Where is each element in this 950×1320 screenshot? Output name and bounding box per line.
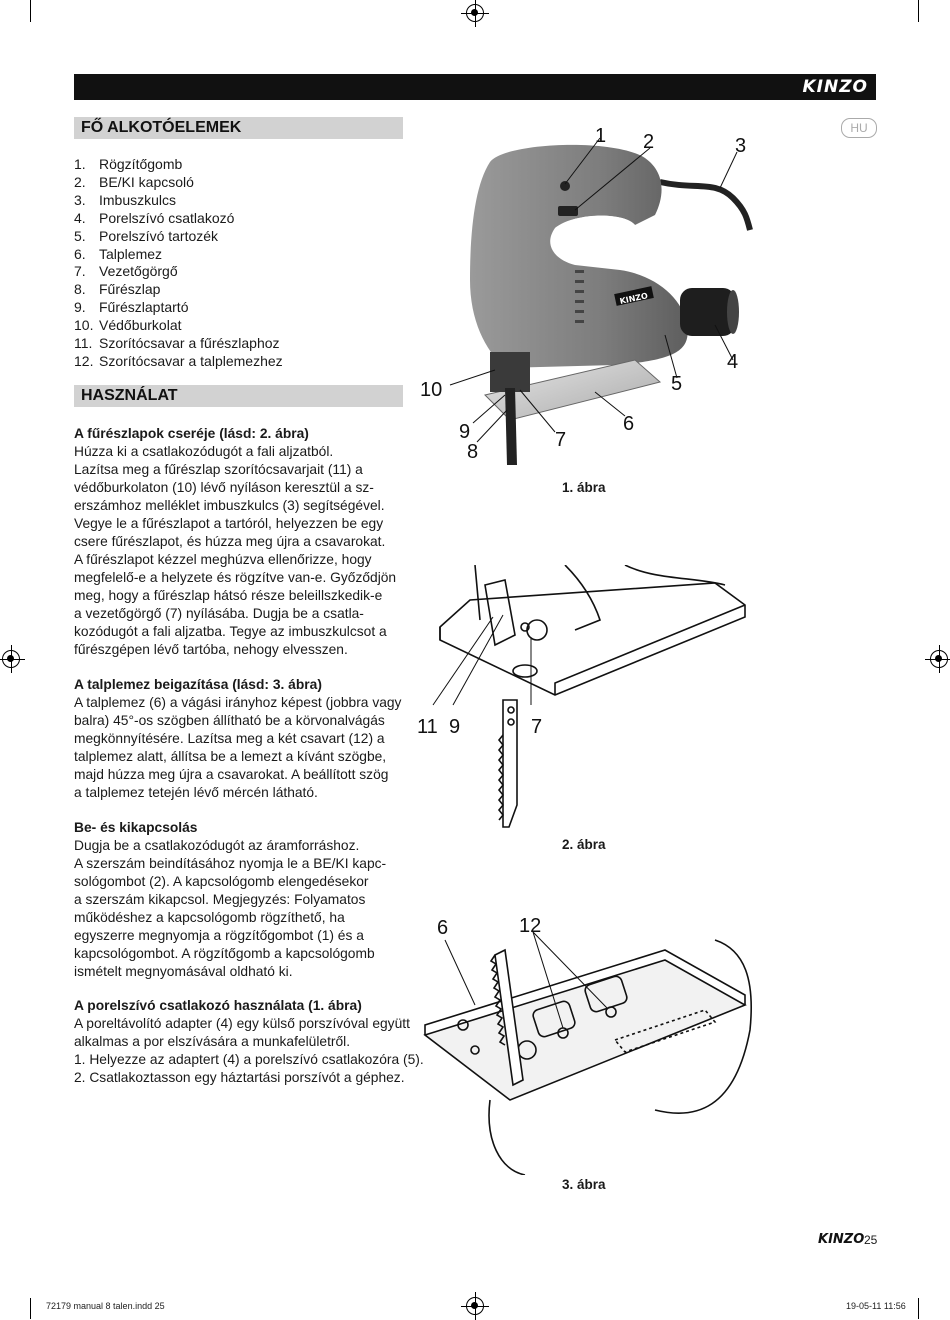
callout-label: 6 [437, 917, 449, 939]
list-item: 1. Rögzítőgomb [74, 156, 183, 172]
blade-holder-outline [485, 580, 515, 645]
paragraph-line: fűrészgépen lévő tartóba, nehogy elvesszen. [74, 642, 348, 657]
paragraph-line: megkönnyítésére. Lazítsa meg a két csavart (12) a [74, 731, 385, 746]
paragraph-line: Dugja be a csatlakozódugót az áramforráshoz. [74, 838, 360, 853]
list-item: 2. BE/KI kapcsoló [74, 173, 194, 190]
paragraph-line: a talplemez tetején lévő mércén látható. [74, 785, 318, 800]
list-item: 6. Talplemez [74, 245, 163, 262]
callout-label: 7 [555, 429, 567, 451]
paragraph-line: ismételt megnyomásával oldható ki. [74, 964, 293, 979]
paragraph-line: erszámhoz melléklet imbuszkulcs (3) segítségével. [74, 498, 385, 513]
callout-label: 11 [417, 716, 438, 738]
dust-port-adapter [680, 288, 735, 336]
list-item: 5. Porelszívó tartozék [74, 227, 219, 244]
paragraph-line: alkalmas a por elszívására a munkafelületről. [74, 1034, 351, 1049]
callout-label: 9 [459, 421, 471, 443]
brand-logo: KINZO [802, 77, 868, 97]
paragraph-line: Vegye le a fűrészlapot a tartóról, helyezzen be egy [74, 516, 384, 531]
paragraph-line: védőburkolaton (10) lévő nyíláson keresztül a sz- [74, 480, 374, 495]
registration-mark [930, 650, 948, 668]
paragraph-line: majd húzza meg újra a csavarokat. A beállított szög [74, 767, 389, 782]
base-plate-edge [440, 605, 745, 695]
paragraph-line: A szerszám beindításához nyomja le a BE/KI kapc- [74, 856, 387, 871]
language-badge: HU [841, 118, 877, 138]
blade-hole [508, 719, 514, 725]
figure-2-callouts [417, 716, 542, 738]
switching-section [74, 819, 409, 981]
paragraph-line: kapcsológombot. A rögzítőgomb a kapcsológomb [74, 946, 375, 961]
callout-label: 1 [595, 125, 607, 147]
subsection-heading: Be- és kikapcsolás [74, 820, 198, 835]
power-cord [660, 182, 750, 230]
callout-label: 7 [531, 716, 543, 738]
callout-label: 12 [519, 915, 542, 937]
base-hole [513, 665, 537, 677]
guide-roller [527, 620, 547, 640]
callout-label: 9 [449, 716, 461, 738]
callout-label: 10 [420, 379, 443, 401]
paragraph-line: balra) 45°-os szögben állítható be a körvonalvágás [74, 713, 385, 728]
print-slug-file: 72179 manual 8 talen.indd 25 [46, 1301, 165, 1311]
list-item: 8. Fűrészlap [74, 281, 161, 298]
list-item: 10. Védőburkolat [74, 317, 182, 334]
saw-blade [505, 388, 517, 465]
lock-button [560, 181, 570, 191]
callout-label: 2 [643, 131, 655, 153]
list-item: 9. Fűrészlaptartó [74, 299, 189, 316]
figure-3-base-plate [415, 910, 755, 1175]
blade-change-section [74, 425, 409, 659]
paragraph-line: a vezetőgörgő (7) nyílásába. Dugja be a csatla- [74, 606, 364, 621]
subsection-heading: A porelszívó csatlakozó használata (1. ábra) [74, 998, 362, 1013]
paragraph-line: A poreltávolító adapter (4) egy külső porszívóval együtt [74, 1016, 410, 1031]
registration-mark [466, 1297, 484, 1315]
base-plate-outline [425, 960, 745, 1100]
paragraph-line: Lazítsa meg a fűrészlap szorítócsavarjait (11) a [74, 462, 363, 477]
print-slug-date: 19-05-11 11:56 [846, 1301, 906, 1311]
list-item: 3. Imbuszkulcs [74, 191, 177, 208]
crop-mark [918, 0, 919, 22]
paragraph-line: egyszerre megnyomja a rögzítőgombot (1) és a [74, 928, 364, 943]
figure-3-caption: 3. ábra [562, 1177, 606, 1192]
paragraph-line: talplemez alatt, állítsa be a lemezt a kívánt szögbe, [74, 749, 387, 764]
crop-mark [918, 1298, 919, 1319]
figure-1-caption: 1. ábra [562, 480, 606, 495]
callout-label: 8 [467, 441, 479, 463]
crop-mark [30, 1298, 31, 1319]
paragraph-line: megfelelő-e a helyzete és rögzítve van-e. Győződjön [74, 570, 397, 585]
paragraph-line: A talplemez (6) a vágási irányhoz képest (jobbra vagy [74, 695, 402, 710]
callout-label: 5 [671, 373, 683, 395]
paragraph-line: Húzza ki a csatlakozódugót a fali aljzatból. [74, 444, 334, 459]
list-item: 7. Vezetőgörgő [74, 263, 178, 280]
callout-label: 4 [727, 351, 739, 373]
subsection-heading: A talplemez beigazítása (lásd: 3. ábra) [74, 677, 322, 692]
callout-label: 6 [623, 413, 635, 435]
paragraph-line: sológombot (2). A kapcsológomb elengedésekor [74, 874, 369, 889]
figure-1-jigsaw [415, 120, 755, 475]
footer-brand-logo: KINZO [818, 1232, 865, 1247]
paragraph-line: A fűrészlapot kézzel meghúzva ellenőrizze, hogy [74, 552, 372, 567]
on-off-switch [558, 206, 578, 216]
tool-body [470, 145, 688, 368]
list-item: 4. Porelszívó csatlakozó [74, 209, 235, 226]
registration-mark [466, 4, 484, 22]
subsection-heading: A fűrészlapok cseréje (lásd: 2. ábra) [74, 426, 309, 441]
figure-3-callouts [437, 915, 541, 939]
section-title-usage: HASZNÁLAT [74, 385, 403, 407]
paragraph-line: kozódugót a fali aljzatba. Tegye az imbuszkulcsot a [74, 624, 387, 639]
figure-2-caption: 2. ábra [562, 837, 606, 852]
paragraph-line: 1. Helyezze az adaptert (4) a porelszívó csatlakozóra (5). [74, 1052, 424, 1067]
base-plate-outline [440, 583, 745, 695]
crop-mark [30, 0, 31, 22]
figure-2-blade-holder [415, 565, 755, 830]
blade-guard [490, 352, 530, 392]
paragraph-line: 2. Csatlakoztasson egy háztartási porszívót a géphez. [74, 1070, 405, 1085]
blade-hole [508, 707, 514, 713]
paragraph-line: csere fűrészlapot, és húzza meg újra a csavarokat. [74, 534, 386, 549]
dust-section [74, 997, 424, 1087]
callout-label: 3 [735, 135, 747, 157]
page-number: 25 [864, 1233, 878, 1247]
list-item: 12. Szorítócsavar a talplemezhez [74, 352, 283, 369]
base-adjust-section [74, 676, 409, 802]
paragraph-line: a szerszám kikapcsol. Megjegyzés: Folyamatos [74, 892, 366, 907]
list-item: 11. Szorítócsavar a fűrészlaphoz [74, 335, 280, 352]
paragraph-line: meg, hogy a fűrészlap hátsó része beleillszkedik-e [74, 588, 383, 603]
paragraph-line: működéshez a kapcsológomb rögzíthető, ha [74, 910, 345, 925]
dust-port-opening [727, 290, 739, 334]
header-bar [74, 74, 876, 100]
registration-mark [2, 650, 20, 668]
body-logo: KINZO [618, 291, 649, 306]
parts-list [74, 156, 283, 371]
section-title-parts: FŐ ALKOTÓELEMEK [74, 117, 403, 139]
